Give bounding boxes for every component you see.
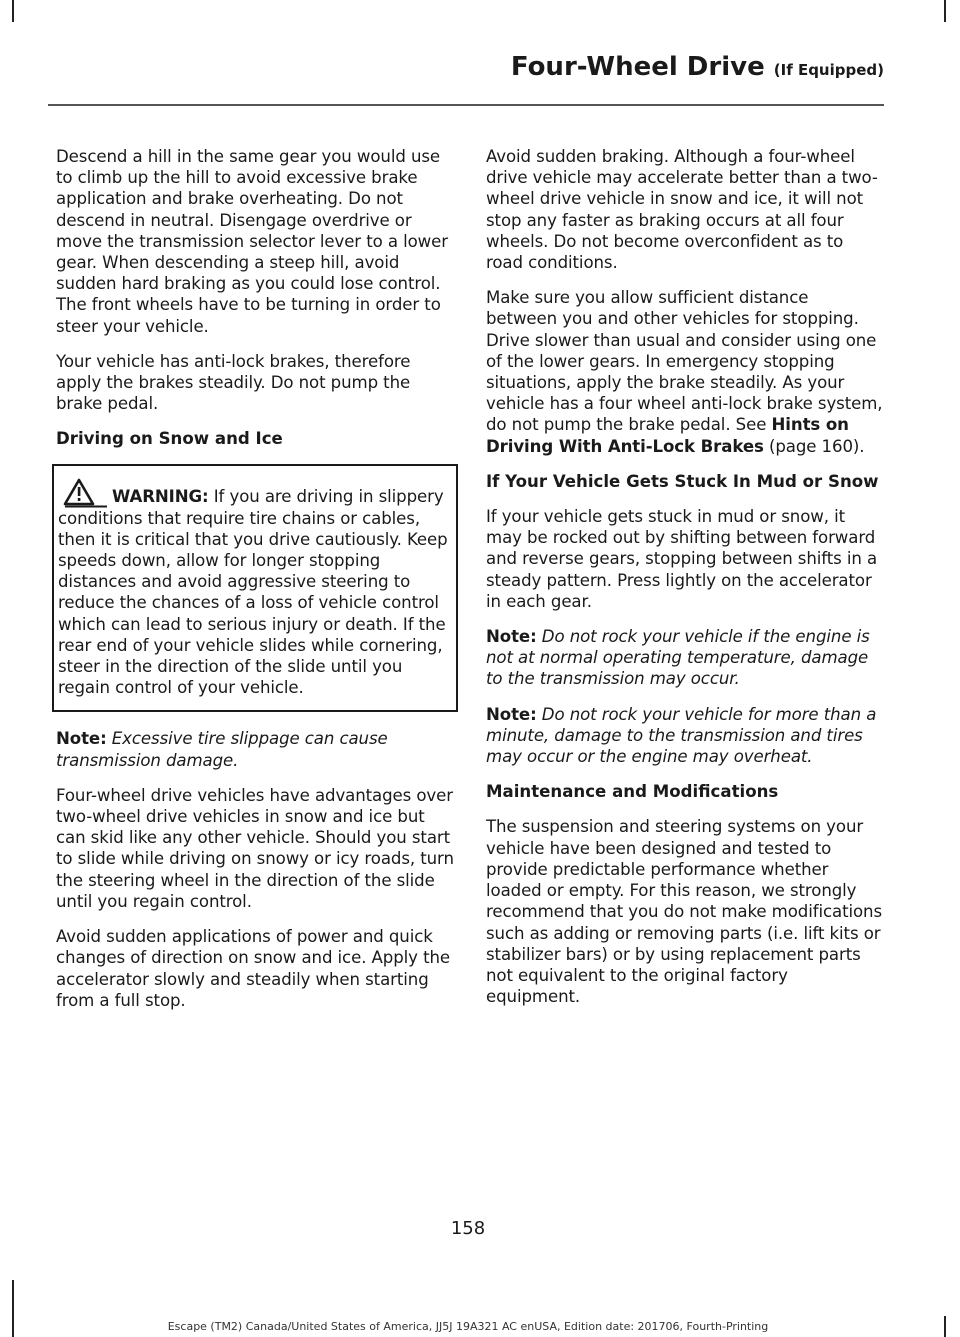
paragraph-text: Make sure you allow sufficient distance between you and other vehicles for stopping. Drive slower than usual and consider using one of the lower gears. In emergency stopping situations, apply the brake steadily. As your vehicle has a four wheel anti-lock brake system, do not pump the brake pedal. See [486, 288, 883, 435]
note [486, 704, 884, 768]
paragraph: If your vehicle gets stuck in mud or snow, it may be rocked out by shifting between forward and reverse gears, stopping between shifts in a steady pattern. Press lightly on the accelerator in each gear. [486, 507, 878, 611]
warning-triangle-icon [62, 478, 108, 508]
note [56, 728, 454, 770]
paragraph: Avoid sudden braking. Although a four-wheel drive vehicle may accelerate better than a two-wheel drive vehicle in snow and ice, it will not stop any faster as braking occurs at all four wheels. Do not become overconfident as to road conditions. [486, 147, 878, 273]
paragraph: Your vehicle has anti-lock brakes, therefore apply the brakes steadily. Do not pump the brake pedal. [56, 351, 411, 414]
page-title [511, 52, 884, 82]
warning-label: WARNING: [112, 486, 209, 506]
left-column [56, 146, 454, 1025]
paragraph [486, 287, 884, 457]
note-label: Note: [486, 627, 537, 647]
warning-text: If you are driving in slippery conditions that require tire chains or cables, then it is critical that you drive cautiously. Keep speeds down, allow for longer stopping distances and avoid aggressive steering to reduce the chances of a loss of vehicle control which can lead to serious injury or death. If the rear end of your vehicle slides while cornering, steer in the direction of the slide until you regain control of your vehicle. [58, 486, 448, 698]
chapter-subtitle: (If Equipped) [773, 61, 884, 79]
crop-mark [12, 0, 14, 22]
note-text: Do not rock your vehicle for more than a minute, damage to the transmission and tires may occur or the engine may overheat. [486, 704, 877, 767]
crop-mark [12, 1280, 14, 1337]
cross-reference-link[interactable]: Hints on Driving With Anti-Lock Brakes [486, 415, 849, 456]
page-reference: (page 160). [763, 436, 865, 456]
note-text: Do not rock your vehicle if the engine is not at normal operating temperature, damage to the transmission may occur. [486, 627, 870, 689]
right-column [486, 146, 884, 1021]
chapter-title: Four-Wheel Drive [510, 52, 765, 82]
note-text: Excessive tire slippage can cause transmission damage. [56, 729, 388, 770]
crop-mark [944, 0, 946, 22]
paragraph: Avoid sudden applications of power and quick changes of direction on snow and ice. Apply the accelerator slowly and steadily when starting from a full stop. [56, 927, 450, 1010]
section-heading: If Your Vehicle Gets Stuck In Mud or Snow [486, 471, 879, 491]
paragraph: Four-wheel drive vehicles have advantages over two-wheel drive vehicles in snow and ice but can skid like any other vehicle. Should you start to slide while driving on snowy or icy roads, turn the steering wheel in the direction of the slide until you regain control. [56, 785, 454, 911]
crop-mark [944, 1316, 946, 1337]
note-label: Note: [56, 729, 107, 749]
section-heading: Maintenance and Modifications [486, 782, 779, 802]
page-number: 158 [450, 1218, 486, 1239]
footer-edition-info: Escape (TM2) Canada/United States of America, JJ5J 19A321 AC enUSA, Edition date: 201706, Fourth-Printing [167, 1320, 769, 1333]
paragraph: The suspension and steering systems on your vehicle have been designed and tested to provide predictable performance whether loaded or empty. For this reason, we strongly recommend that you do not make modifications such as adding or removing parts (i.e. lift kits or stabilizer bars) or by using replacement parts not equivalent to the original factory equipment. [486, 817, 883, 1007]
paragraph: Descend a hill in the same gear you would use to climb up the hill to avoid excessive brake application and brake overheating. Do not descend in neutral. Disengage overdrive or move the transmission selector lever to a lower gear. When descending a steep hill, avoid sudden hard braking as you could lose control. The front wheels have to be turning in order to steer your vehicle. [56, 147, 448, 336]
warning-box [52, 464, 458, 713]
section-heading: Driving on Snow and Ice [56, 429, 283, 449]
header-rule [48, 104, 884, 106]
note-label: Note: [486, 704, 537, 724]
note [486, 626, 884, 690]
